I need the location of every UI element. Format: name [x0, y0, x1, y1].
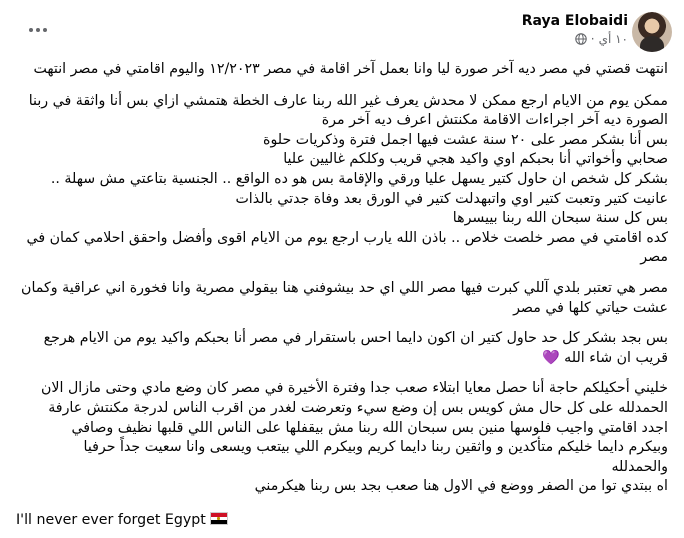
post-meta [522, 30, 628, 48]
paragraph-3: مصر هي تعتبر بلدي آللي كبرت فيها مصر اللي اي حد بيشوفني هنا بيقولي مصرية وانا فخورة اني عراقية وكمان عشت حياتي كلها في مصر [21, 279, 668, 316]
purple-heart-icon: 💜 [541, 349, 560, 366]
paragraph-4-text: بس بجد بشكر كل حد حاول كتير ان اكون دايما احس باستقرار في مصر أنا بحبكم واكيد يوم من الايام هرجع قريب ان شاء الله [43, 330, 668, 366]
egypt-flag-icon [210, 512, 228, 525]
post-header [0, 0, 684, 60]
author-name[interactable]: Raya Elobaidi [521, 13, 628, 29]
more-options-icon[interactable] [24, 18, 52, 42]
paragraph-5: خليني أحكيلكم حاجة أنا حصل معايا ابتلاء صعب جدا وفترة الأخيرة في مصر كان وضع مادي وحتى مازال الان الحمدلله على كل حال مش كويس بس إن وضع سيء وتعرضت لغدر من اقرب الناس لدرجة مكنتش عارفة اجدد اقامتي واجيب فلوسها منين بس سبحان الله ربنا مش بيقفلها على الناس اللي قلبها نظيف وصافي وبيكرم دايما خليكم متأكدين و واثقين ربنا دايما كريم وبيكرم اللي بيتعب ويسعى وانا سعيت جداً حرفيا والحمدلله اه ببتدي توا من الصفر ووضع في الاول هنا صعب بجد بس ربنا هيكرمني [40, 380, 668, 495]
paragraph-1: انتهت قصتي في مصر ديه آخر صورة ليا وانا بعمل آخر اقامة في مصر ١٢/٢٠٢٣ واليوم اقامتي في مصر انتهت [33, 61, 668, 77]
paragraph-4 [16, 329, 668, 368]
author-block [522, 12, 628, 48]
meta-separator: · [590, 32, 595, 46]
globe-icon[interactable] [575, 33, 587, 45]
english-text: I'll never ever forget Egypt [16, 512, 206, 528]
post-text [16, 60, 668, 508]
english-line [16, 510, 228, 530]
avatar[interactable] [632, 12, 672, 52]
post-time[interactable]: ١٠ أي [598, 32, 628, 46]
paragraph-2: ممكن يوم من الايام ارجع ممكن لا محدش يعرف غير الله ربنا عارف الخطة هتمشي ازاي بس أنا واثقة في ربنا الصورة ديه آخر اجراءات الاقامة مكنتش اعرف ديه آخر مرة بس أنا بشكر مصر على ٢٠ سنة عشت فيها اجمل فترة وذكريات حلوة صحابي وأخواتي أنا بحبكم اوي واكيد هجي قريب وكلكم غاليين عليا بشكر كل شخص ان حاول كتير يسهل عليا ورقي والإقامة بس هو ده الواقع .. الجنسية بتاعتي مش سهلة .. عانيت كتير وتعبت كتير اوي واتبهدلت كتير في الورق بعد وفاة جدتي بالذات بس كل سنة سبحان الله ربنا بييسرها كده اقامتي في مصر خلصت خلاص .. باذن الله يارب ارجع يوم من الايام اقوى وأفضل واحقق احلامي كمان في مصر [26, 92, 668, 266]
